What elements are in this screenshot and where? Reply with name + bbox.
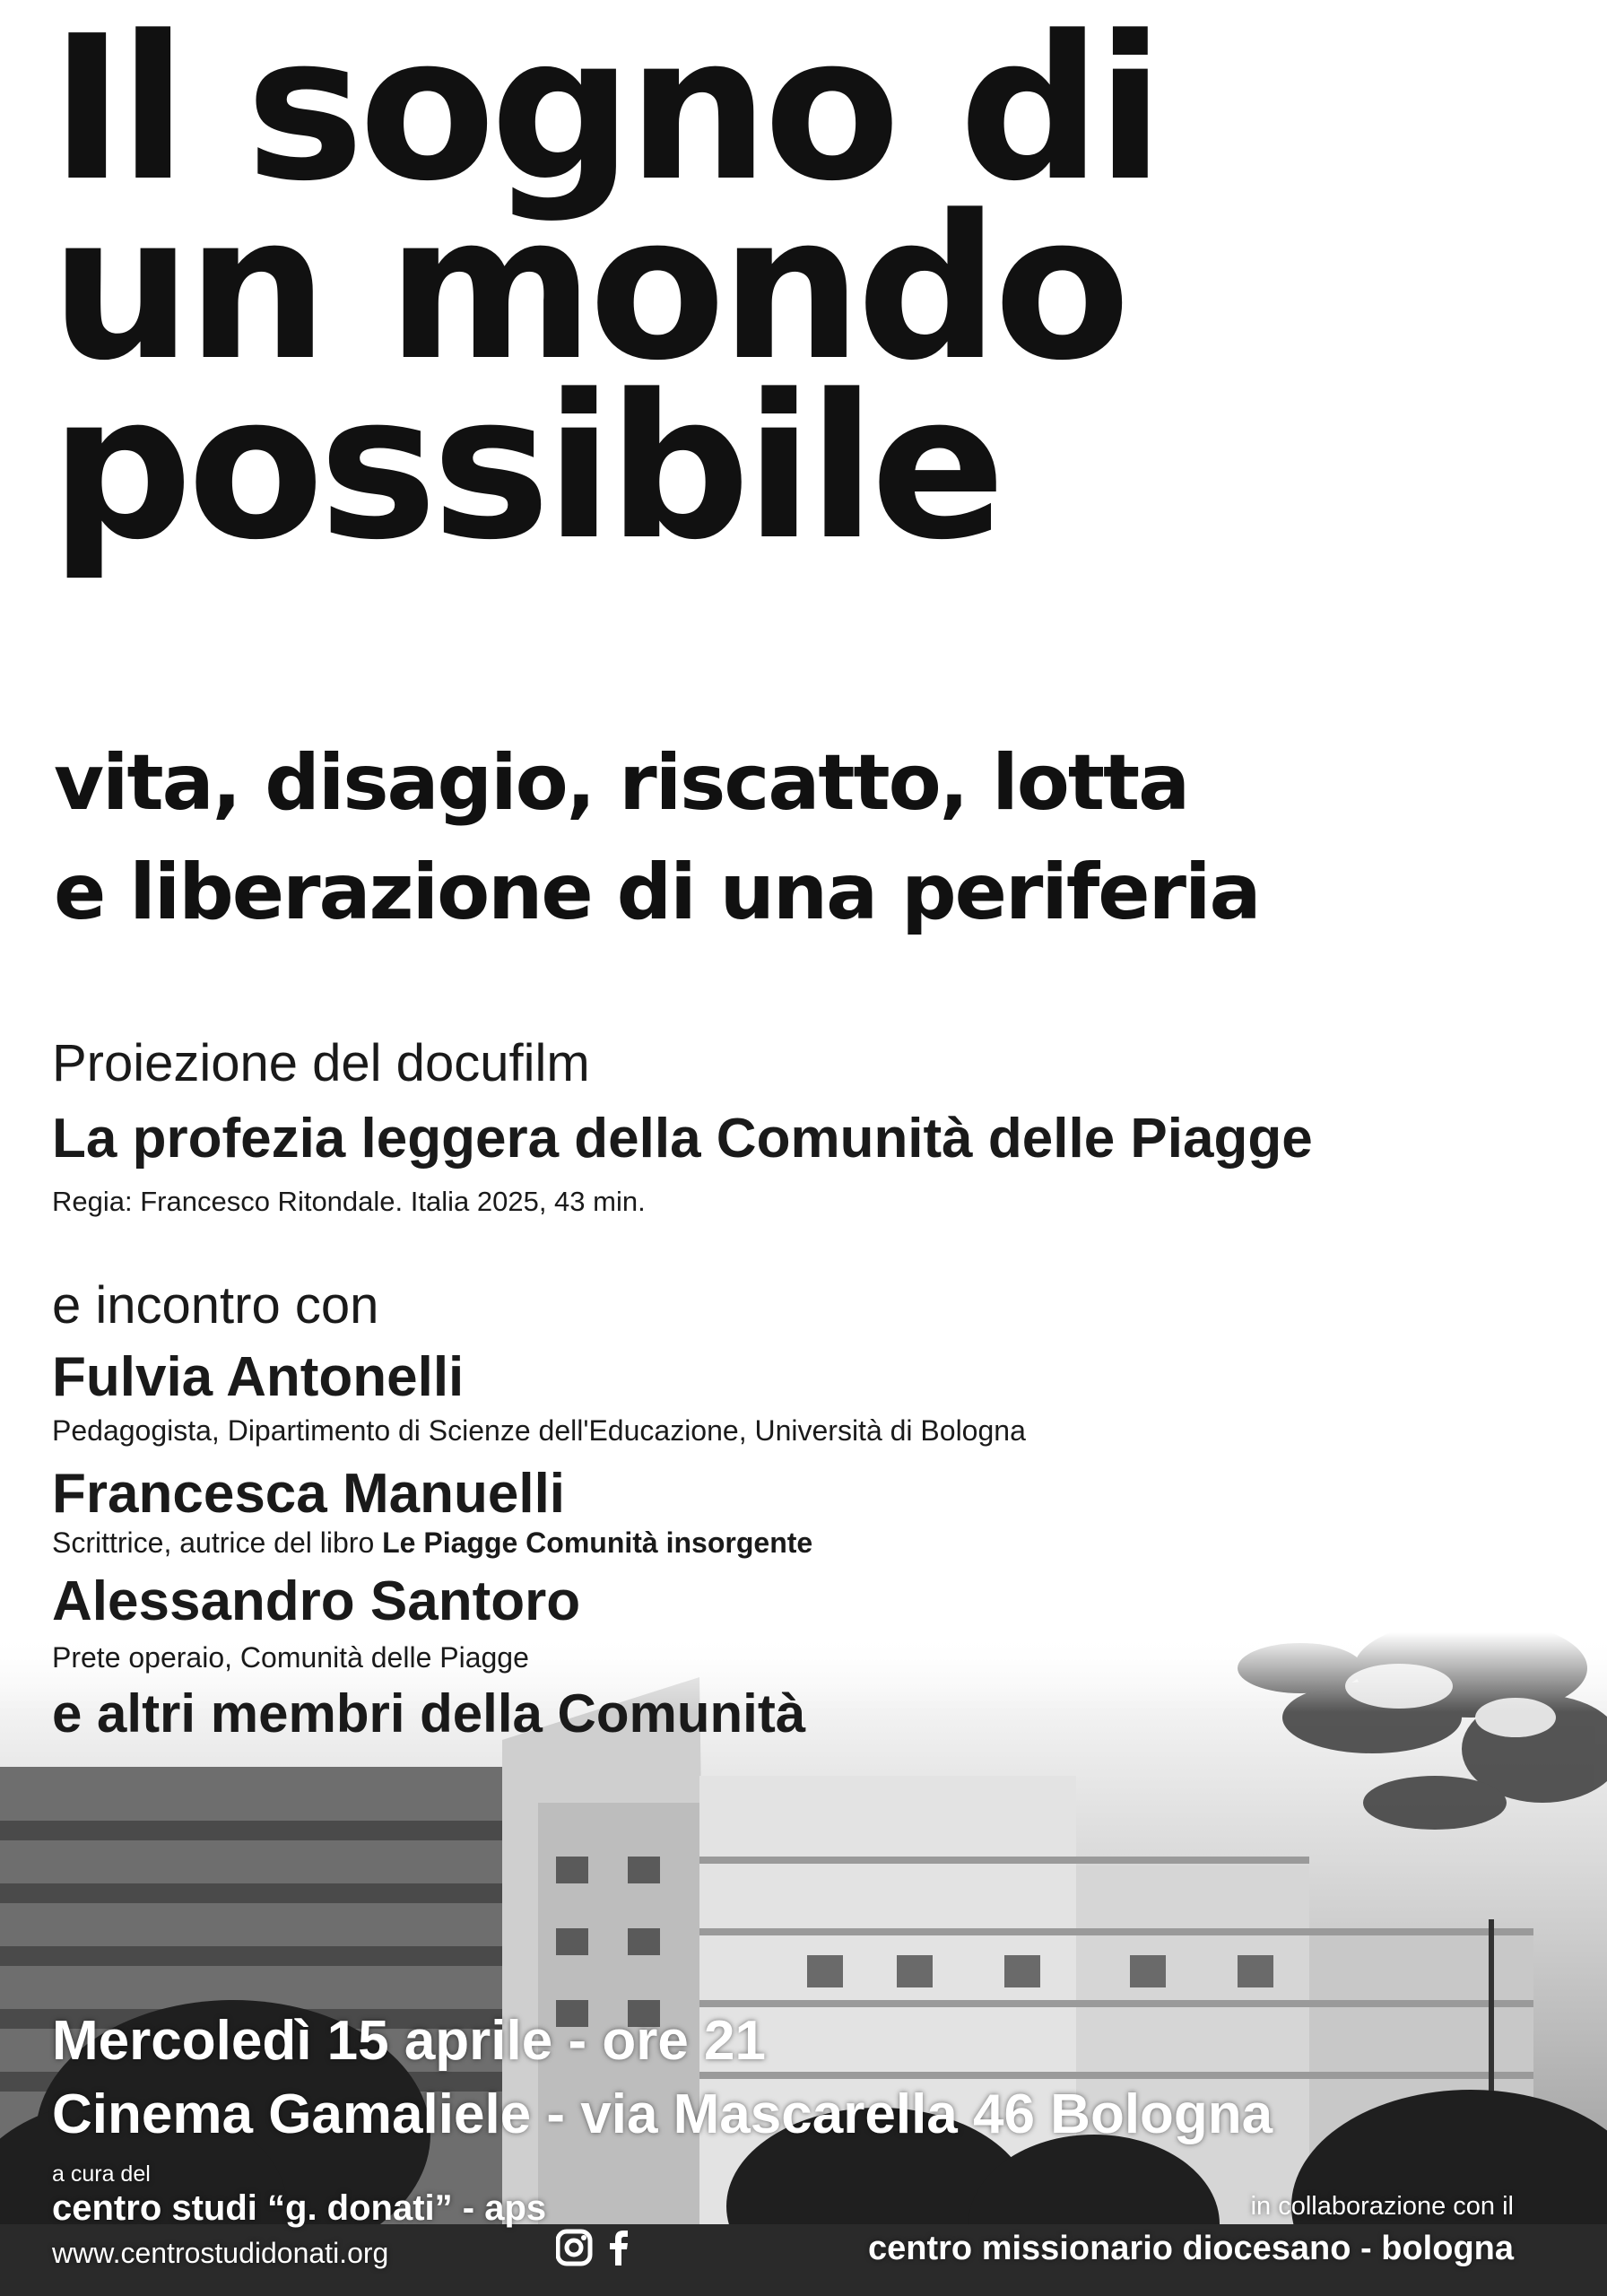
subtitle-line-2: e liberazione di una periferia xyxy=(54,848,1260,937)
poster-title xyxy=(50,0,1160,584)
guest-role: Pedagogista, Dipartimento di Scienze dell'Educazione, Università di Bologna xyxy=(52,1414,1026,1447)
title-line-2: un mondo xyxy=(50,173,1125,404)
guest-name: Alessandro Santoro xyxy=(52,1570,581,1632)
other-guests: e altri membri della Comunità xyxy=(52,1683,806,1744)
meeting-intro: e incontro con xyxy=(52,1276,379,1335)
organizer-name: centro studi “g. donati” - aps xyxy=(52,2188,547,2228)
guest-role-prefix: Scrittrice, autrice del libro xyxy=(52,1526,383,1559)
curated-by-label: a cura del xyxy=(52,2161,151,2187)
title-line-1: Il sogno di xyxy=(50,0,1160,225)
screening-intro: Proiezione del docufilm xyxy=(52,1034,590,1092)
guest-role: Prete operaio, Comunità delle Piagge xyxy=(52,1641,529,1674)
event-venue: Cinema Gamaliele - via Mascarella 46 Bologna xyxy=(52,2083,1273,2145)
social-icons xyxy=(556,2228,642,2272)
guest-role xyxy=(52,1526,812,1560)
instagram-icon[interactable] xyxy=(558,2231,590,2264)
book-title: Le Piagge Comunità insorgente xyxy=(382,1526,813,1559)
subtitle-line-1: vita, disagio, riscatto, lotta xyxy=(54,738,1189,828)
title-line-3: possibile xyxy=(50,352,1001,584)
guest-name: Francesca Manuelli xyxy=(52,1463,566,1525)
guest-name: Fulvia Antonelli xyxy=(52,1346,465,1408)
film-title: La profezia leggera della Comunità delle Piagge xyxy=(52,1108,1313,1170)
organizer-website[interactable]: www.centrostudidonati.org xyxy=(52,2237,389,2269)
collaboration-label: in collaborazione con il xyxy=(1250,2192,1514,2221)
facebook-icon[interactable] xyxy=(610,2231,628,2266)
film-credits: Regia: Francesco Ritondale. Italia 2025, 43 min. xyxy=(52,1186,646,1217)
event-date-time: Mercoledì 15 aprile - ore 21 xyxy=(52,2010,767,2072)
poster-subtitle xyxy=(54,728,1260,947)
partner-name: centro missionario diocesano - bologna xyxy=(868,2230,1514,2267)
